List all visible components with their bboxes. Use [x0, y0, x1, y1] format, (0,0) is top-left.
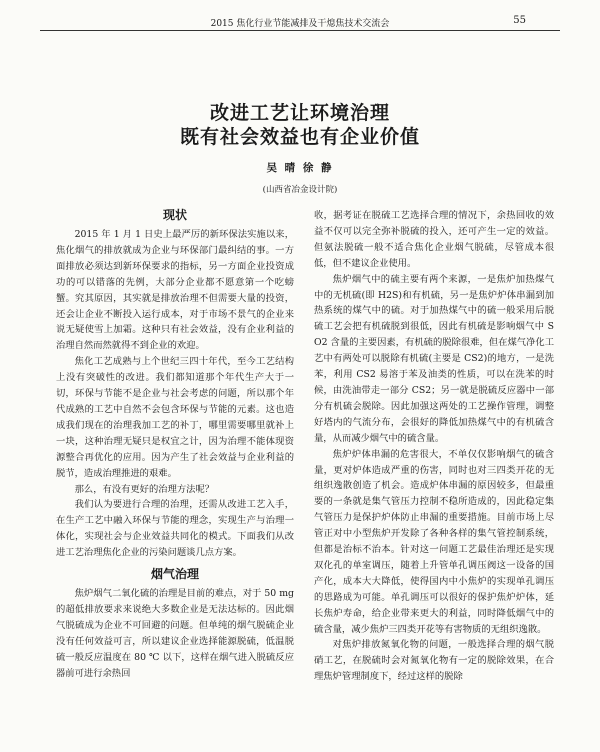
paragraph: 收，据考证在脱硫工艺选择合理的情况下，余热回收的效益不仅可以完全弥补脱硫的投入，还可产生一定的效益。但氨法脱硫一般不适合焦化企业烟气脱硫，尽管成本很低，但不建议企业使用。 [314, 210, 554, 269]
paragraph: 焦炉烟气二氧化硫的治理是目前的难点，对于 50 mg 的超低排放要求来说绝大多数企业是无法达标的。因此烟气脱硫成为企业不可回避的问题。但单纯的烟气脱硫企业没有任何效益可言，所以建议企业选择能源脱硫，低温脱硫一般反应温度在 80 ℃ 以下，这样在烟气进入脱硫反应器前可进行余热回 [56, 588, 294, 679]
journal-name: 2015 焦化行业节能减排及干熄焦技术交流会 [210, 19, 390, 29]
paragraph: 焦化工艺成熟与上个世纪三四十年代，至今工艺结构上没有突破性的改进。我们都知道那个年代生产大于一切，环保与节能不是企业与社会考虑的问题，所以那个年代成熟的工艺中自然不会包含环保与节能的元素。这也造成我们现在的治理我加工艺的补丁，哪里需要哪里就补上一块，这种治理无疑只是权宜之计，因为治理不能体现资源整合再优化的应用。因为产生了社会效益与企业利益的脱节，造成治理推进的艰难。 [56, 356, 294, 479]
right-column [314, 208, 554, 748]
paragraph: 2015 年 1 月 1 日史上最严厉的新环保法实施以来，焦化烟气的排放就成为企业与环保部门最纠结的事。一方面排放必须达到新环保要求的指标，另一方面企业投资成功的可以错落的先例，大部分企业都不愿意第一个吃螃蟹。究其原因，其实就是排放治理不但需要大量的投资，还会让企业不断投入运行成本，对于市场不景气的企业来说无疑使雪上加霜。这种只有社会效益，没有企业利益的治理自然而然就得不到企业的欢迎。 [56, 229, 294, 352]
article-title-line1: 改进工艺让环境治理 [209, 102, 390, 124]
paragraph: 焦炉炉体串漏的危害很大，不单仅仅影响烟气的硫含量，更对炉体造成严重的伤害，同时也对三四类开花的无组织逸散创造了机会。造成炉体串漏的原因较多，但最重要的一条就是集气管压力控制不稳所造成的，因此稳定集气管压力是保护炉体防止串漏的重要措施。目前市场上尽管正对中小型焦炉开发除了各种各样的集气管控制系统，但都是治标不治本。针对这一问题工艺最佳治理还是实现双化孔的单室调压，随着上升管单孔调压阀这一设备的国产化，成本大大降低，使得国内中小焦炉的实现单孔调压的思路成为可能。单孔调压可以很好的保护焦炉炉体，延长焦炉寿命，给企业带来更大的利益，同时降低烟气中的硫含量，减少焦炉三四类开花等有害物质的无组织逸散。 [314, 448, 554, 635]
section-heading-flue-gas: 烟气治理 [150, 567, 199, 582]
section-heading-status: 现状 [162, 208, 187, 222]
paragraph: 焦炉烟气中的硫主要有两个来源，一是焦炉加热煤气中的无机硫(即 H2S)和有机硫，另一是焦炉炉体串漏到加热系统的煤气中的硫。对于加热煤气中的硫一般采用后脱硫工艺会把有机硫脱到很低，因此有机硫是影响烟气中 SO2 含量的主要因素，有机硫的脱除很难，但在煤气净化工艺中有两处可以脱除有机硫(主要是 CS2)的地方，一是洗苯，利用 CS2 易溶于苯及油类的性质，可以在洗苯的时候，由洗油带走一部分 CS2；另一就是脱硫反应器中一部分有机硫会脱除。因此加强这两处的工艺操作管理，调整好塔内的气流分布，会很好的降低加热煤气中的有机硫含量，从而减少烟气中的硫含量。 [314, 273, 554, 444]
article-title-line2: 既有社会效益也有企业价值 [179, 126, 420, 148]
paragraph: 那么，有没有更好的治理方法呢？ [74, 483, 215, 495]
left-column [56, 206, 294, 746]
running-header [40, 6, 560, 31]
affiliation: (山西省冶金设计院) [262, 185, 338, 195]
paragraph: 对焦炉排放氮氧化物的问题，一般选择合理的烟气脱硝工艺，在脱硫时会对氮氧化物有一定的脱除效果，在合理焦炉管理制度下，经过这样的脱除 [314, 639, 554, 683]
authors: 吴 晴 徐 静 [266, 162, 334, 174]
paragraph: 我们认为要进行合理的治理，还需从改进工艺入手，在生产工艺中融入环保与节能的理念，实现生产与治理一体化，实现社会与企业效益共同化的模式。下面我们从改进工艺治理焦化企业的污染问题谈几点方案。 [56, 499, 294, 559]
page-number: 55 [513, 15, 526, 26]
